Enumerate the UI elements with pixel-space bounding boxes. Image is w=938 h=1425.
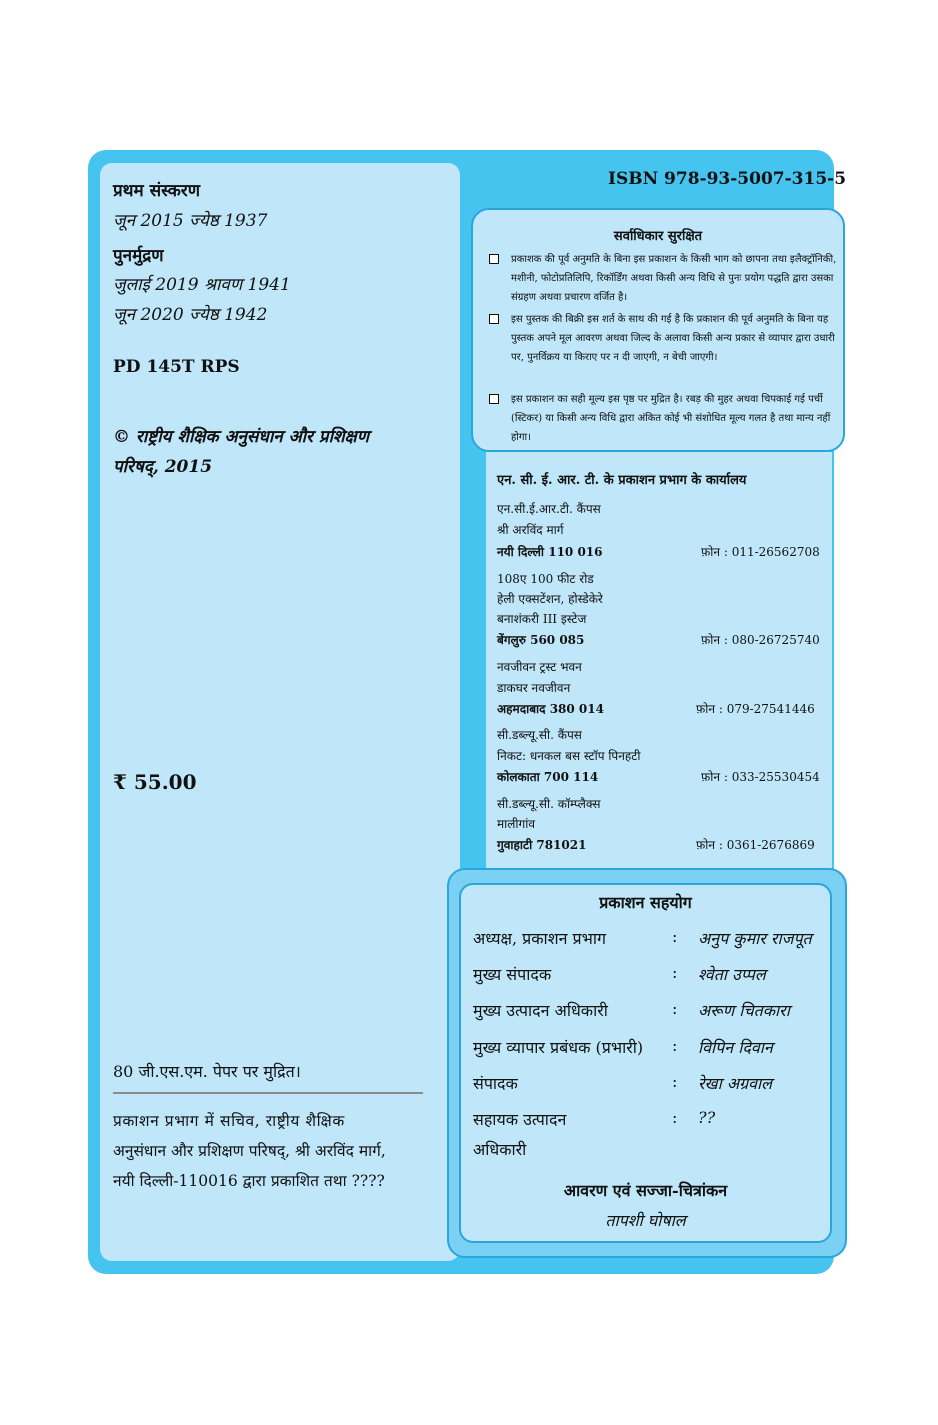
team-role: मुख्य व्यापार प्रबंधक (प्रभारी) xyxy=(473,1038,644,1057)
team-colon: : xyxy=(672,927,678,946)
team-name: विपिन दिवान xyxy=(698,1038,773,1057)
team-name: श्वेता उप्पल xyxy=(698,965,766,984)
team-colon: : xyxy=(672,1108,678,1127)
rights-box xyxy=(471,208,845,452)
team-role: सहायक उत्पादन xyxy=(473,1110,567,1129)
rights-item xyxy=(489,310,835,388)
copyright-line-1: © राष्ट्रीय शैक्षिक अनुसंधान और प्रशिक्षण xyxy=(113,427,370,447)
team-role: अध्यक्ष, प्रकाशन प्रभाग xyxy=(473,929,607,948)
office-city: गुवाहाटी 781021 xyxy=(497,838,587,852)
reprint-date-2: जून 2020 ज्येष्ठ 1942 xyxy=(113,305,268,325)
office-city: अहमदाबाद 380 014 xyxy=(497,702,604,716)
team-name: अनुप कुमार राजपूत xyxy=(698,929,812,948)
rights-item xyxy=(489,250,835,310)
first-edition-label: प्रथम संस्करण xyxy=(113,181,201,201)
office-city: कोलकाता 700 114 xyxy=(497,770,599,784)
team-role: मुख्य संपादक xyxy=(473,965,552,984)
reprint-date-1: जुलाई 2019 श्रावण 1941 xyxy=(113,275,291,295)
team-colon: : xyxy=(672,999,678,1018)
publisher-line-3: नयी दिल्ली-110016 द्वारा प्रकाशित तथा ???? xyxy=(113,1172,385,1190)
team-name: रेखा अग्रवाल xyxy=(698,1074,772,1093)
office-phone: फ़ोन : 080-26725740 xyxy=(701,633,820,647)
office-address-line: निकट: धनकल बस स्टॉप पिनहटी xyxy=(497,749,641,763)
office-address-line: हेली एक्सटेंशन, होस्डेकेरे xyxy=(497,592,603,606)
cover-title: आवरण एवं सज्जा-चित्रांकन xyxy=(563,1181,728,1200)
office-phone: फ़ोन : 011-26562708 xyxy=(701,545,820,559)
team-name: ?? xyxy=(698,1108,716,1127)
office-city: बेंगलुरु 560 085 xyxy=(497,633,585,647)
office-city: नयी दिल्ली 110 016 xyxy=(497,545,603,559)
team-colon: : xyxy=(672,1036,678,1055)
office-address-line: सी.डब्ल्यू.सी. कॉम्प्लैक्स xyxy=(497,797,601,811)
divider xyxy=(113,1092,423,1094)
office-address-line: सी.डब्ल्यू.सी. कैंपस xyxy=(497,728,582,742)
left-panel xyxy=(100,163,460,1261)
price: ₹ 55.00 xyxy=(113,770,197,794)
rights-item-text: इस प्रकाशन का सही मूल्य इस पृष्ठ पर मुद्रित है। रबड़ की मुहर अथवा चिपकाई गई पर्ची (स्टिकर) या किसी अन्य विधि द्वारा अंकित कोई भी संशोधित मूल्य गलत है तथा मान्य नहीं होगा। xyxy=(511,394,831,443)
office-address-line: श्री अरविंद मार्ग xyxy=(497,523,564,537)
offices-title: एन. सी. ई. आर. टी. के प्रकाशन प्रभाग के कार्यालय xyxy=(497,473,747,488)
publisher-line-1: प्रकाशन प्रभाग में सचिव, राष्ट्रीय शैक्षिक xyxy=(113,1112,345,1130)
rights-item-text: इस पुस्तक की बिक्री इस शर्त के साथ की गई है कि प्रकाशन की पूर्व अनुमति के बिना यह पुस्तक अपने मूल आवरण अथवा जिल्द के अलावा किसी अन्य प्रकार से व्यापार द्वारा उधारी पर, पुनर्विक्रय या किराए पर न दी जाएगी, न बेची जाएगी। xyxy=(511,314,835,363)
checkbox-icon xyxy=(489,394,499,404)
rights-item-text: प्रकाशक की पूर्व अनुमति के बिना इस प्रकाशन के किसी भाग को छापना तथा इलैक्ट्रॉनिकी, मशीनी, फोटोप्रतिलिपि, रिकॉर्डिंग अथवा किसी अन्य विधि से पुनः प्रयोग पद्धति द्वारा उसका संग्रहण अथवा प्रचारण वर्जित है। xyxy=(511,254,837,303)
team-role: संपादक xyxy=(473,1074,518,1093)
office-address-line: एन.सी.ई.आर.टी. कैंपस xyxy=(497,502,601,516)
team-title: प्रकाशन सहयोग xyxy=(599,893,692,912)
office-address-line: 108ए 100 फीट रोड xyxy=(497,572,594,586)
rights-title: सर्वाधिकार सुरक्षित xyxy=(613,229,703,244)
team-role-cont: अधिकारी xyxy=(473,1140,527,1159)
reprint-label: पुनर्मुद्रण xyxy=(113,246,164,266)
publisher-line-2: अनुसंधान और प्रशिक्षण परिषद्, श्री अरविंद मार्ग, xyxy=(113,1142,386,1160)
office-address-line: डाकघर नवजीवन xyxy=(497,681,571,695)
checkbox-icon xyxy=(489,254,499,264)
office-phone: फ़ोन : 0361-2676869 xyxy=(696,838,815,852)
office-address-line: मालीगांव xyxy=(497,817,536,831)
cover-artist: तापशी घोषाल xyxy=(605,1211,686,1230)
team-colon: : xyxy=(672,1072,678,1091)
isbn: ISBN 978-93-5007-315-5 xyxy=(608,169,847,189)
checkbox-icon xyxy=(489,314,499,324)
copyright-line-2: परिषद्, 2015 xyxy=(113,457,213,477)
office-phone: फ़ोन : 079-27541446 xyxy=(696,702,815,716)
paper-note: 80 जी.एस.एम. पेपर पर मुद्रित। xyxy=(113,1062,301,1081)
office-phone: फ़ोन : 033-25530454 xyxy=(701,770,820,784)
office-address-line: बनाशंकरी III इस्टेज xyxy=(497,612,587,626)
team-role: मुख्य उत्पादन अधिकारी xyxy=(473,1001,608,1020)
first-edition-date: जून 2015 ज्येष्ठ 1937 xyxy=(113,211,268,231)
rights-item xyxy=(489,390,835,448)
publication-code: PD 145T RPS xyxy=(113,357,240,377)
office-address-line: नवजीवन ट्रस्ट भवन xyxy=(497,660,582,674)
team-name: अरूण चितकारा xyxy=(698,1001,790,1020)
team-colon: : xyxy=(672,963,678,982)
